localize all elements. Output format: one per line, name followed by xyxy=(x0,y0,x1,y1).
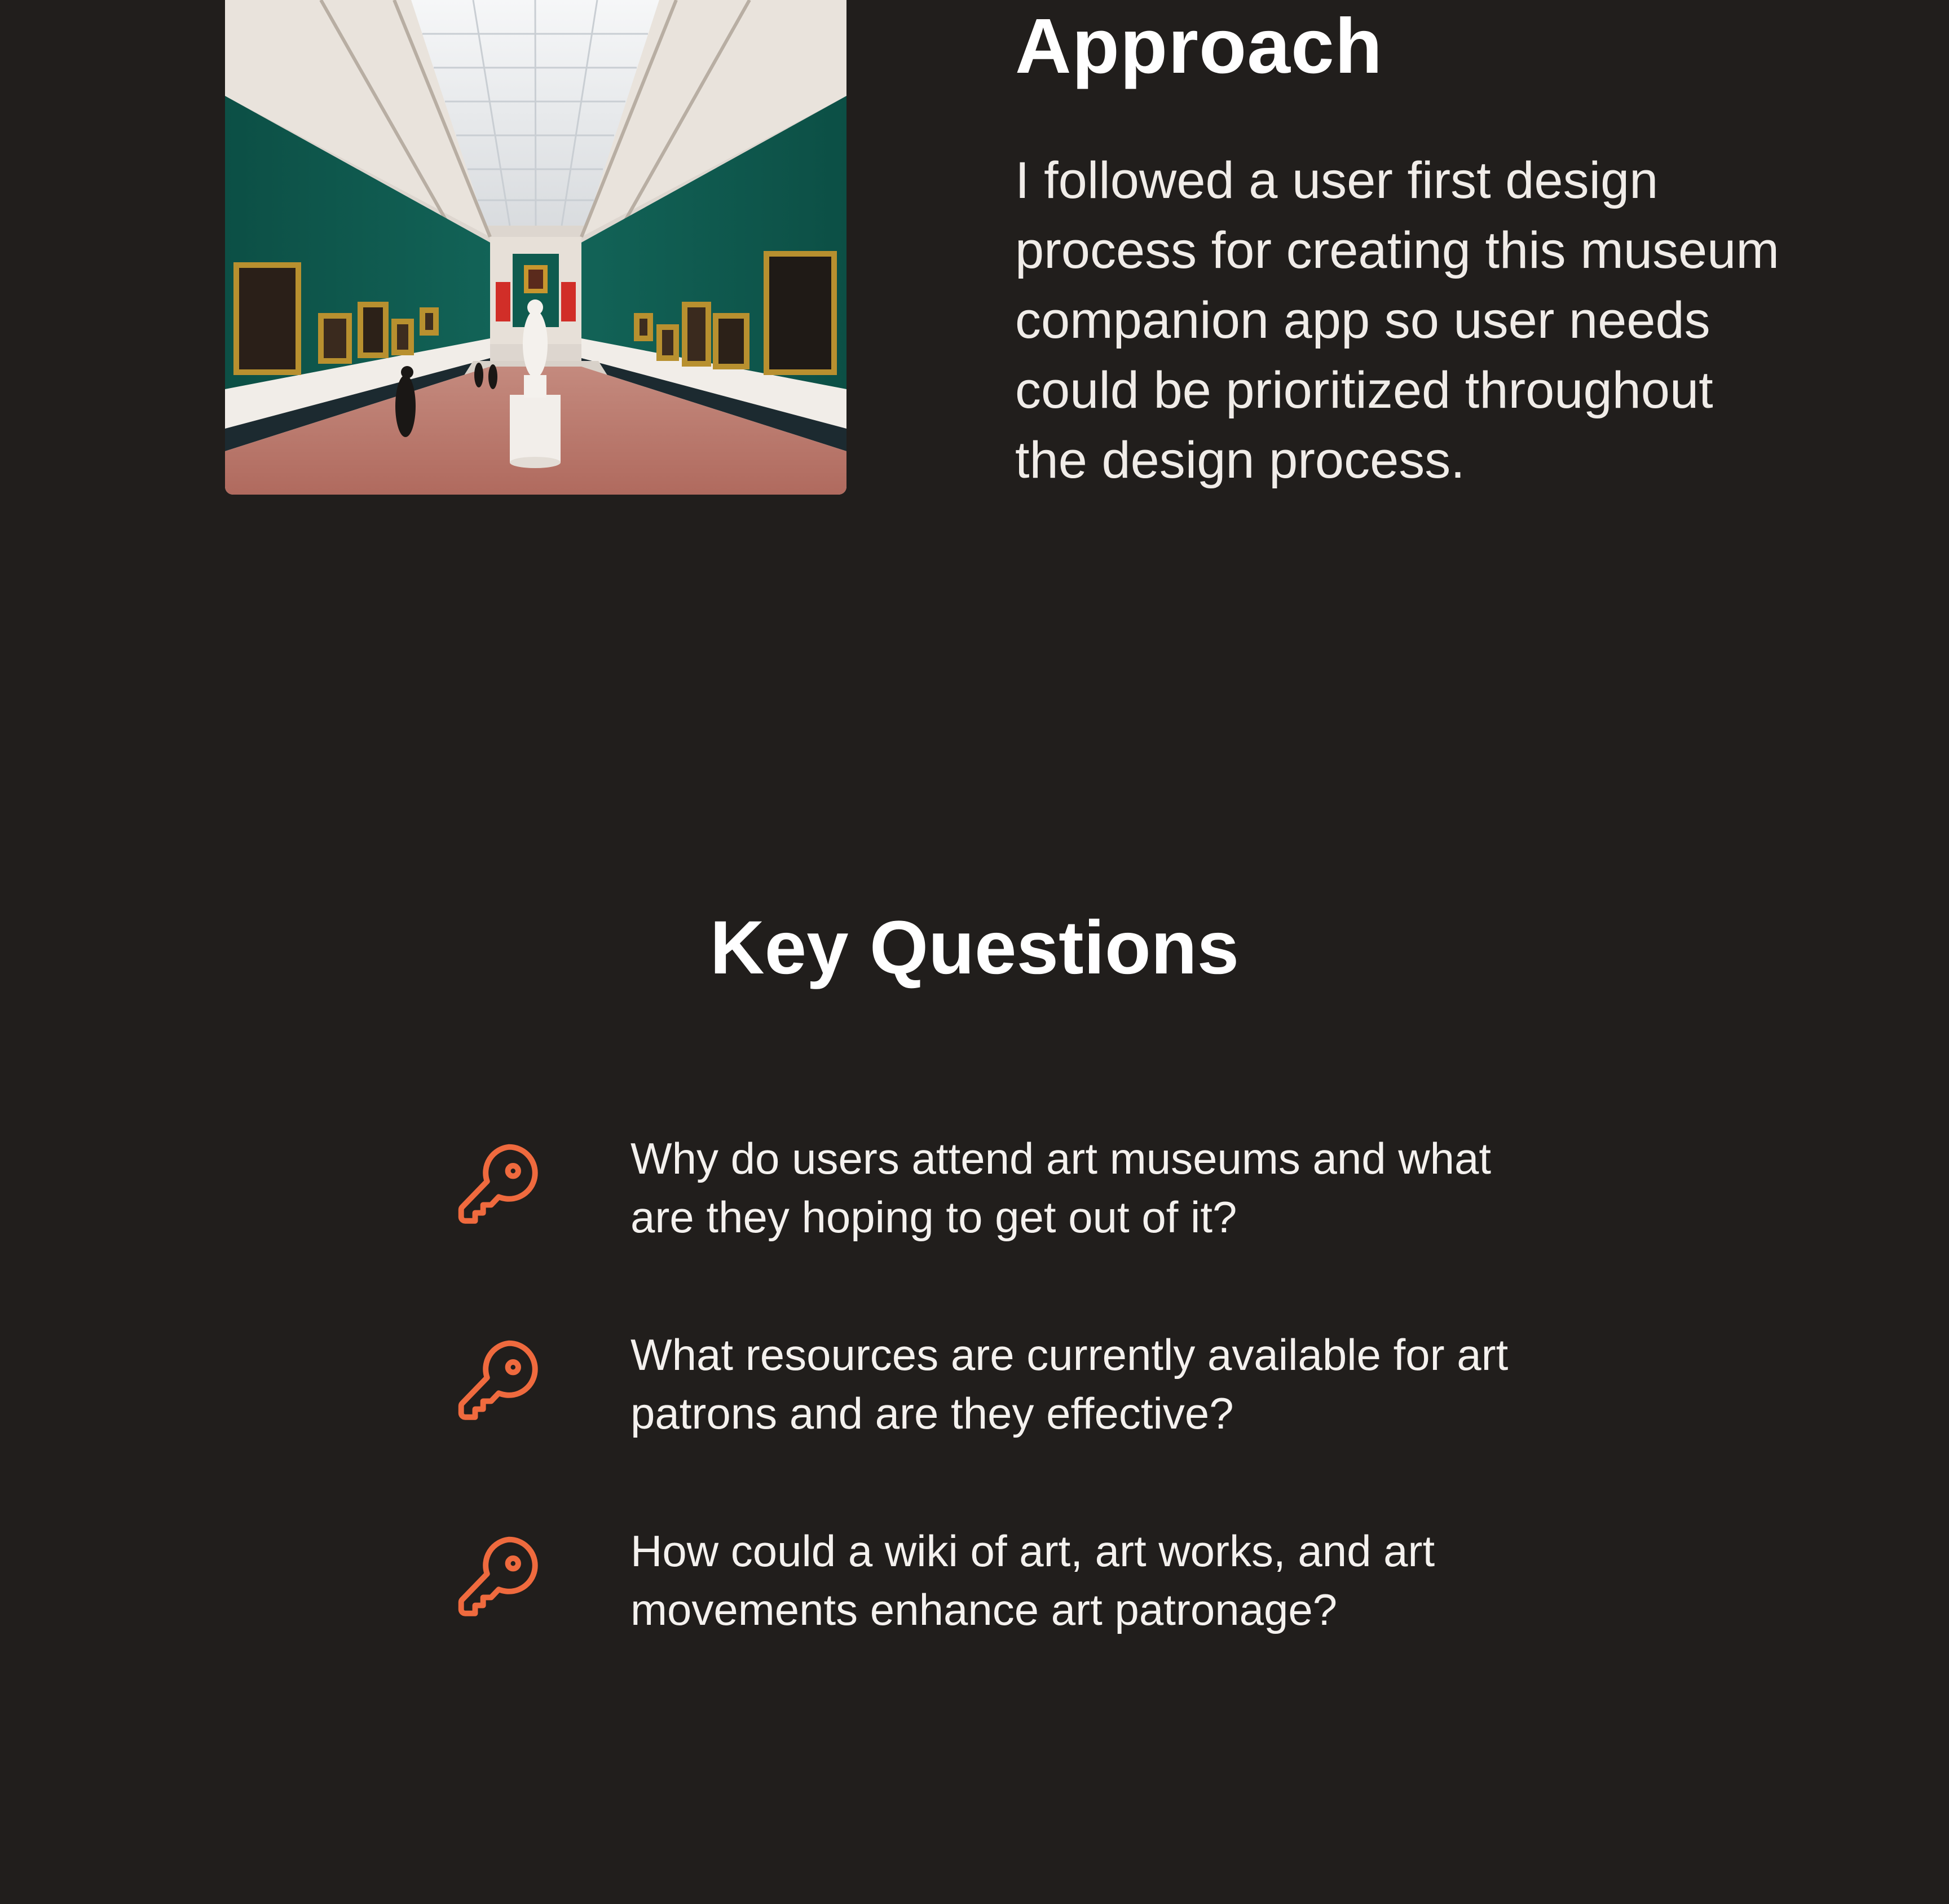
key-icon xyxy=(451,1333,547,1429)
museum-gallery-image xyxy=(225,0,846,495)
approach-title: Approach xyxy=(1015,3,1383,90)
key-icon xyxy=(451,1137,547,1233)
key-questions-title: Key Questions xyxy=(709,906,1240,990)
key-question-text: Why do users attend art museums and what are they hoping to get out of it? xyxy=(630,1134,1492,1242)
key-question-text: What resources are currently available for art patrons and are they effective? xyxy=(630,1330,1509,1438)
key-icon xyxy=(451,1530,547,1625)
approach-description: I followed a user first design process for creating this museum companion app so user needs could be prioritized throughout the design process. xyxy=(1015,152,1779,489)
key-question-text: How could a wiki of art, art works, and art movements enhance art patronage? xyxy=(630,1526,1435,1634)
